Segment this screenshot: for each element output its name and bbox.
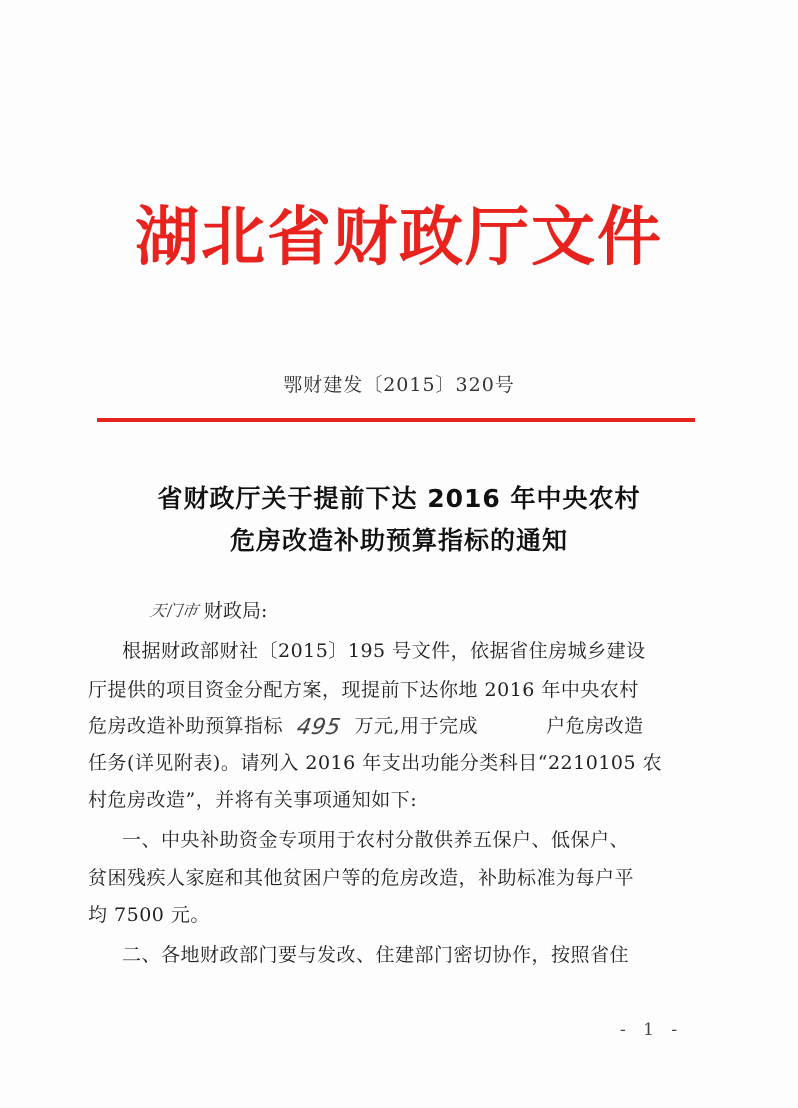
body-line-3-mid: 万元,用于完成 bbox=[354, 715, 479, 737]
page-number: - 1 - bbox=[620, 1020, 684, 1040]
body-line-5: 村危房改造”，并将有关事项通知如下: bbox=[88, 789, 418, 811]
salutation-text: 财政局: bbox=[204, 600, 268, 622]
notice-title-line-2: 危房改造补助预算指标的通知 bbox=[229, 526, 568, 555]
masthead-title: 湖北省财政厅文件 bbox=[135, 201, 663, 275]
body-line-4: 任务(详见附表)。请列入 2016 年支出功能分类科目“2210105 农 bbox=[88, 752, 663, 774]
salutation bbox=[150, 596, 267, 623]
body-line-9: 二、各地财政部门要与发改、住建部门密切协作，按照省住 bbox=[122, 944, 630, 966]
body-line-1: 根据财政部财社〔2015〕195 号文件，依据省住房城乡建设 bbox=[122, 640, 646, 662]
document-number: 鄂财建发〔2015〕320号 bbox=[283, 374, 515, 396]
handwritten-amount: 495 bbox=[294, 715, 343, 740]
body-line-3-post: 户危房改造 bbox=[546, 715, 644, 737]
red-divider-line bbox=[97, 418, 695, 422]
body-line-6: 一、中央补助资金专项用于农村分散供养五保户、低保户、 bbox=[122, 829, 630, 851]
notice-title-line-1: 省财政厅关于提前下达 2016 年中央农村 bbox=[157, 484, 641, 513]
body-line-3-pre: 危房改造补助预算指标 bbox=[88, 715, 284, 737]
body-line-2: 厅提供的项目资金分配方案，现提前下达你地 2016 年中央农村 bbox=[88, 679, 639, 701]
body-line-3 bbox=[88, 711, 708, 740]
body-line-8: 均 7500 元。 bbox=[88, 904, 210, 926]
body-line-7: 贫困残疾人家庭和其他贫困户等的危房改造，补助标准为每户平 bbox=[88, 867, 635, 889]
handwritten-recipient: 天门市 bbox=[148, 601, 200, 620]
